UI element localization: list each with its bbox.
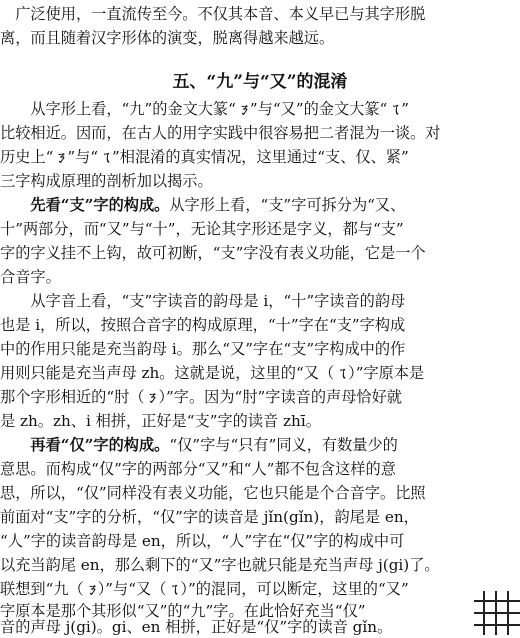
text-line <box>0 386 520 408</box>
text-span: ）”与“又（ <box>97 580 167 598</box>
text-span: ”相混淆的真实情况，这里通过“支、仅、紧” <box>112 148 409 166</box>
text-span: ”与“又”的金文大篆“ <box>249 100 388 118</box>
jiu-bronze-glyph-icon: ㄋ <box>236 102 250 118</box>
you-bronze-glyph-icon: ㄟ <box>334 366 348 382</box>
text-line: 比较相近。因而，在古人的用字实践中很容易把二者混为一谈。对 <box>0 124 441 142</box>
text-span: 用则只能是充当声母 zh。这就是说，这里的“又（ <box>0 364 335 382</box>
text-line <box>0 578 520 600</box>
text-line: 是 zh。zh、i 相拼，正好是“支”字的读音 zhī。 <box>0 412 321 430</box>
text-line: 音的声母 j(gi)。gi、en 相拼，正好是“仅”字的读音 gǐn。 <box>0 618 393 636</box>
bold-lead: 先看“支”字的构成。 <box>0 196 170 214</box>
you-bronze-glyph-icon: ㄟ <box>98 150 112 166</box>
text-line <box>0 434 520 456</box>
text-line: 以充当韵尾 en，那么剩下的“又”字也就只能是充当声母 j(gi)了。 <box>0 556 440 574</box>
text-line: 广泛使用，一直流传至今。不仅其本音、本义早已与其字形脱 <box>0 5 426 23</box>
text-span: 联想到“九（ <box>0 580 84 598</box>
you-bronze-glyph-icon: ㄟ <box>387 102 401 118</box>
you-bronze-glyph-icon: ㄟ <box>167 582 180 598</box>
text-line: 意思。而构成“仅”字的两部分“又”和“人”都不包含这样的意 <box>0 460 396 478</box>
section-title: 五、“九”与“又”的混淆 <box>172 72 348 92</box>
text-line: 从字音上看，“支”字读音的韵母是 i，“十”字读音的韵母 <box>0 292 406 310</box>
text-line: 字的字义挂不上钩，故可初断，“支”字没有表义功能，它是一个 <box>0 244 426 262</box>
text-span: ” <box>401 100 410 118</box>
bold-lead: 再看“仅”字的构成。 <box>0 436 170 454</box>
text-line: “人”字的读音韵母是 en，所以，“人”字在“仅”字的构成中可 <box>0 532 405 550</box>
text-line: 前面对“支”字的分析，“仅”字的读音是 jǐn(gǐn)，韵尾是 en， <box>0 508 419 526</box>
text-line <box>0 194 520 216</box>
jiu-bronze-glyph-icon: ㄋ <box>84 582 98 598</box>
text-line: 字原本是那个其形似“又”的“九”字。在此恰好充当“仅” <box>0 602 366 620</box>
text-line: 合音字。 <box>0 268 61 286</box>
jiu-bronze-glyph-icon: ㄋ <box>145 390 158 406</box>
text-line <box>0 146 520 168</box>
text-line: 十”两部分，而“又”与“十”，无论其字形还是字义，都与“支” <box>0 220 404 238</box>
text-span: ）”的混同，可以断定，这里的“又” <box>180 580 409 598</box>
text-line: 离，而且随着汉字形体的演变，脱离得越来越远。 <box>0 29 335 47</box>
text-line: 三字构成原理的剖析加以揭示。 <box>0 172 213 190</box>
grid-watermark-icon <box>474 591 520 635</box>
text-span: 从字形上看，“九”的金文大篆“ <box>0 100 236 118</box>
text-span: 从字形上看，“支”字可拆分为“又、 <box>169 196 406 214</box>
text-span: 历史上“ <box>0 148 54 166</box>
text-line: 中的作用只能是充当韵母 i。那么“又”字在“支”字构成中的作 <box>0 340 406 358</box>
text-line <box>0 98 520 120</box>
text-span: “仅”字与“只有”同义，有数量少的 <box>169 436 398 454</box>
text-span: ”与“ <box>67 148 99 166</box>
text-line <box>0 362 520 384</box>
text-line: 思，所以，“仅”同样没有表义功能，它也只能是个合音字。比照 <box>0 484 426 502</box>
text-span: ）”字。因为“肘”字读音的声母恰好就 <box>158 388 402 406</box>
text-line: 也是 i，所以，按照合音字的构成原理，“十”字在“支”字构成 <box>0 316 406 334</box>
text-span: ）”字原本是 <box>348 364 425 382</box>
jiu-bronze-glyph-icon: ㄋ <box>54 150 67 166</box>
text-span: 那个字形相近的“肘（ <box>0 388 145 406</box>
